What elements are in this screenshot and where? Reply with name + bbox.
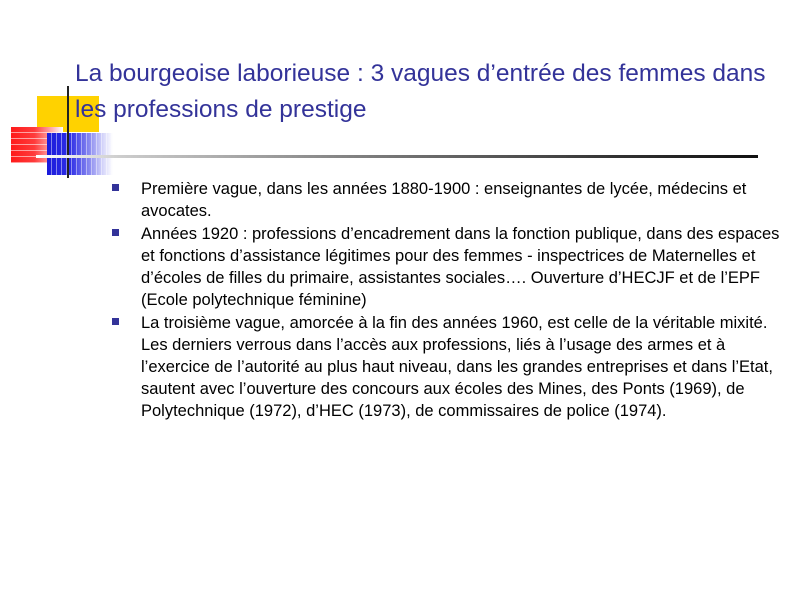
bullet-text: Première vague, dans les années 1880-1900 : enseignantes de lycée, médecins et avocates. (141, 180, 747, 220)
bullet-item (110, 312, 790, 422)
bullet-list (110, 178, 790, 423)
bullet-item (110, 223, 790, 311)
vertical-rule (67, 86, 69, 178)
bullet-item (110, 178, 790, 222)
bullet-text: La troisième vague, amorcée à la fin des années 1960, est celle de la véritable mixité. Les derniers verrous dans l’accès aux professions, liés à l’usage des armes et à l’exercice de l’autorité au plus haut niveau, dans les grandes entreprises et dans l’Etat, sautent avec l’ouverture des concours aux écoles des Mines, des Ponts (1969), de Polytechnique (1972), d’HEC (1973), de commissaires de police (1974). (141, 314, 773, 420)
slide-title: La bourgeoise laborieuse : 3 vagues d’entrée des femmes dans les professions de prestige (75, 60, 766, 123)
title-underline (36, 155, 758, 158)
square-bullet-icon (112, 229, 119, 236)
blue-block-stripes (47, 133, 113, 175)
square-bullet-icon (112, 318, 119, 325)
square-bullet-icon (112, 184, 119, 191)
bullet-text: Années 1920 : professions d’encadrement dans la fonction publique, dans des espaces et fonctions d’assistance légitimes pour des femmes - inspectrices de Maternelles et d’écoles de filles du primaire, assistantes sociales…. Ouverture d’HECJF et de l’EPF (Ecole polytechnique féminine) (141, 225, 780, 309)
